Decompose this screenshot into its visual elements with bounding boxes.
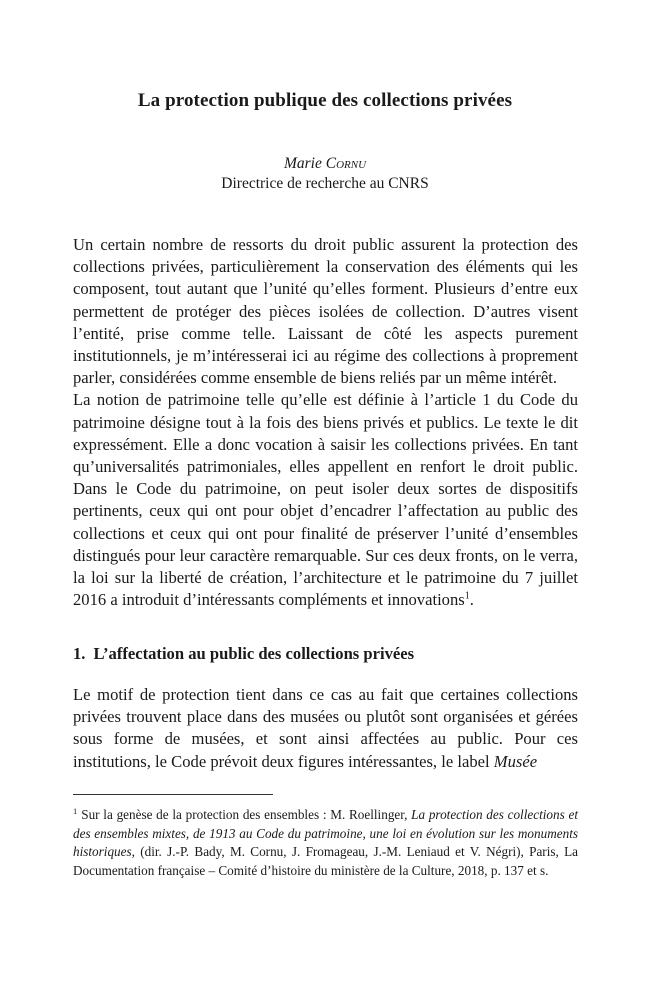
footnote-text-b: , (dir. J.-P. Bady, M. Cornu, J. Fromageau, J.-M. Leniaud et V. Négri), Paris, La Documentation française – Comité d’histoire du ministère de la Culture, 2018, p. 137 et s. [73,844,578,878]
footnote [73,806,578,880]
intro-paragraph-2-text: La notion de patrimoine telle qu’elle est définie à l’article 1 du Code du patrimoine désigne tout à la fois des biens privés et publics. Le texte le dit expressément. Elle a donc vocation à saisir les collections privées. En tant qu’universalités patrimoniales, elles appellent en renfort le droit public. Dans le Code du patrimoine, on peut isoler deux sortes de dispositifs pertinents, ceux qui ont pour objet d’encadrer l’affectation au public des collections et ceux qui ont pour finalité de préserver l’unité d’ensembles distingués pour leur caractère remarquable. Sur ces deux fronts, on le verra, la loi sur la liberté de création, l’architecture et le patrimoine du 7 juillet 2016 a introduit d’intéressants compléments et innovations [73,390,578,610]
section-paragraph-italic: Musée [493,751,538,771]
section-number: 1. [73,644,86,663]
author-block [0,154,650,194]
intro-text [73,234,578,611]
author-affiliation: Directrice de recherche au CNRS [221,175,429,192]
section-text [73,684,578,773]
intro-paragraph-1: Un certain nombre de ressorts du droit public assurent la protection des collections privées, particulièrement la conservation des éléments qui les composent, tout autant que l’unité qu’elles forment. Plusieurs d’entre eux permettent de protéger des pièces isolées de collection. D’autres visent l’entité, prise comme telle. Laissant de côté les aspects purement institutionnels, je m’intéresserai ici au régime des collections à proprement parler, considérées comme ensemble de biens reliés par un même intérêt. [73,235,578,388]
footnote-number: 1 [73,805,78,816]
section-paragraph-text: Le motif de protection tient dans ce cas au fait que certaines collections privées trouvent place dans des musées ou plutôt sont organisées et gérées sous forme de musées, et sont ainsi affectées au public. Pour ces institutions, le Code prévoit deux figures intéressantes, le label [73,685,578,771]
section-paragraph [73,684,578,773]
author-name [0,154,650,174]
intro-paragraph-2-end: . [469,590,474,610]
intro-paragraph-2 [73,389,578,611]
footnote-divider [73,794,273,795]
footnote-reference[interactable]: 1 [464,590,470,602]
section-title: L’affectation au public des collections privées [93,644,415,663]
section-heading [73,644,578,664]
page-title: La protection publique des collections privées [137,90,513,111]
footnote-italic-title: La protection des collections et des ensembles mixtes, de 1913 au Code du patrimoine, une loi en évolution sur les monuments historiques [73,807,578,860]
footnote-text-a: Sur la genèse de la protection des ensembles : M. Roellinger, [81,807,412,822]
author-last-name: Cornu [325,155,367,172]
author-first-name: Marie [283,155,322,172]
